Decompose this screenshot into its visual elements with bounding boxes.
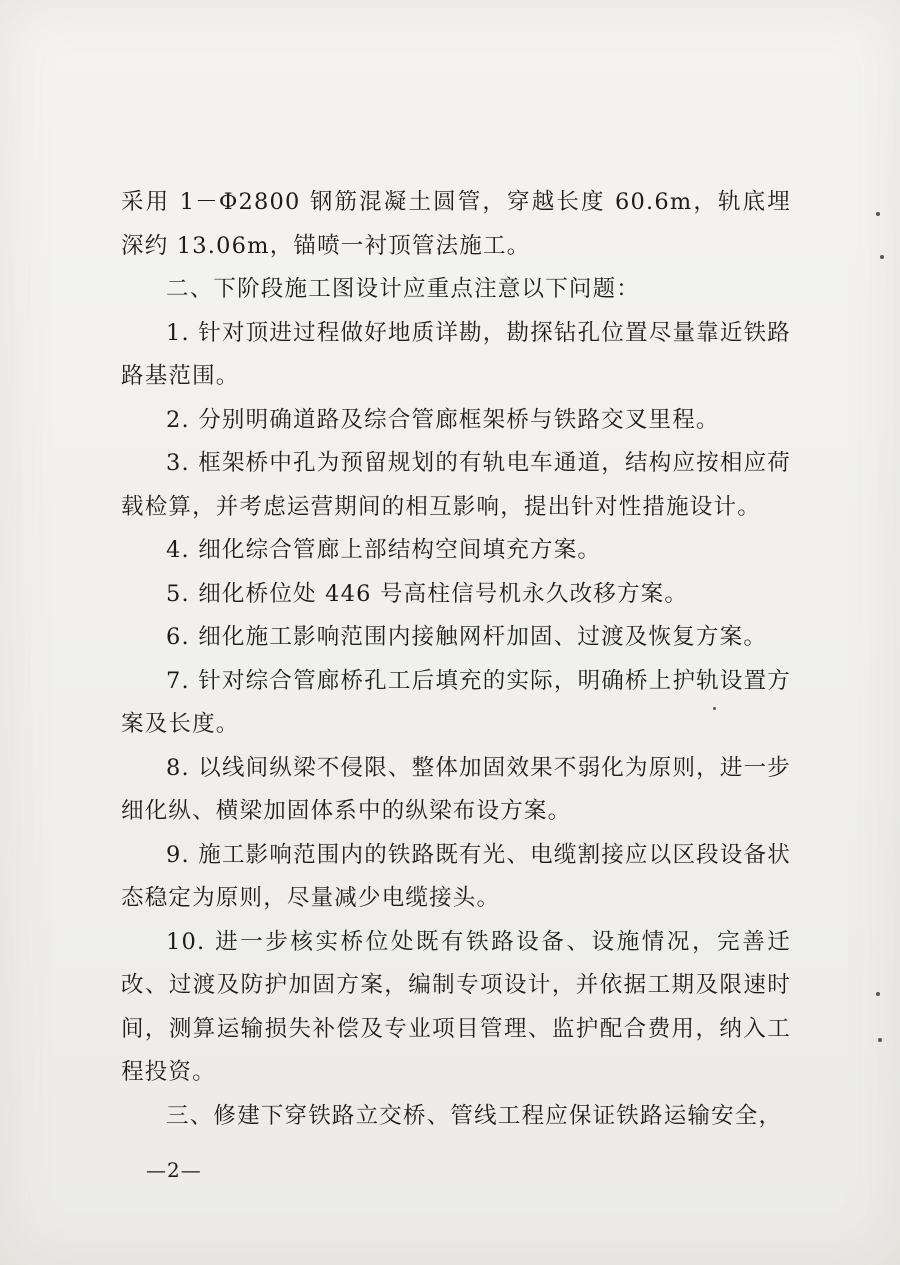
- paragraph-1: 采用 1－Φ2800 钢筋混凝土圆管，穿越长度 60.6m，轨底埋深约 13.06m，锚喷一衬顶管法施工。: [121, 189, 791, 259]
- paragraph-6: 4. 细化综合管廊上部结构空间填充方案。: [166, 537, 602, 563]
- scan-speck: [876, 212, 880, 216]
- paragraph-9: 7. 针对综合管廊桥孔工后填充的实际，明确桥上护轨设置方案及长度。: [121, 667, 791, 737]
- paragraph-12: 10. 进一步核实桥位处既有铁路设备、设施情况，完善迁改、过渡及防护加固方案，编制专项设计，并依据工期及限速时间，测算运输损失补偿及专业项目管理、监护配合费用，纳入工程投资。: [121, 928, 791, 1085]
- scan-speck: [878, 1038, 882, 1042]
- paragraph-5: 3. 框架桥中孔为预留规划的有轨电车通道，结构应按相应荷载检算，并考虑运营期间的相互影响，提出针对性措施设计。: [121, 450, 791, 520]
- paragraph-11: 9. 施工影响范围内的铁路既有光、电缆割接应以区段设备状态稳定为原则，尽量减少电缆接头。: [121, 841, 791, 911]
- paragraph-4: 2. 分别明确道路及综合管廊框架桥与铁路交叉里程。: [166, 406, 720, 433]
- scan-speck: [880, 255, 884, 259]
- paragraph-2: 二、下阶段施工图设计应重点注意以下问题：: [166, 276, 641, 302]
- scan-speck: [876, 992, 880, 996]
- document-body: [121, 181, 791, 1138]
- paragraph-7: 5. 细化桥位处 446 号高柱信号机永久改移方案。: [166, 580, 689, 607]
- paragraph-10: 8. 以线间纵梁不侵限、整体加固效果不弱化为原则，进一步细化纵、横梁加固体系中的纵梁布设方案。: [121, 754, 791, 824]
- paragraph-13: 三、修建下穿铁路立交桥、管线工程应保证铁路运输安全，: [166, 1102, 783, 1129]
- scan-speck: [713, 707, 716, 710]
- paragraph-3: 1. 针对顶进过程做好地质详勘，勘探钻孔位置尽量靠近铁路路基范围。: [121, 319, 791, 389]
- paragraph-8: 6. 细化施工影响范围内接触网杆加固、过渡及恢复方案。: [166, 624, 768, 650]
- page-number: —2—: [146, 1158, 202, 1182]
